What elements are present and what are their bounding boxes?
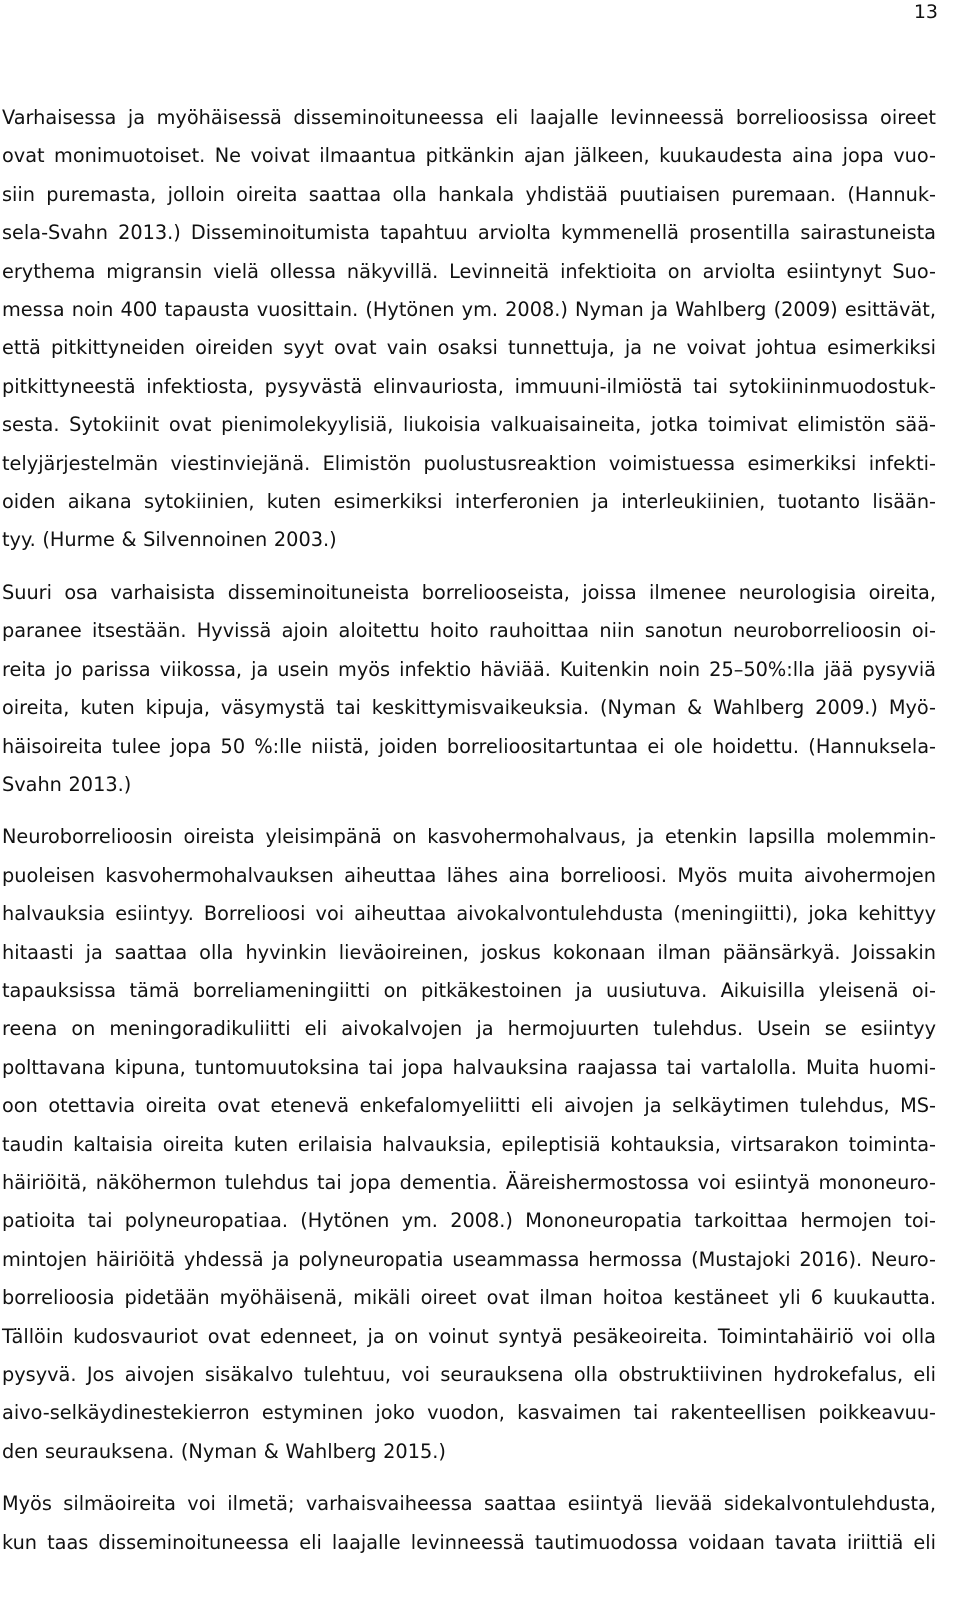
text-line: Suuri osa varhaisista disseminoituneista borreliooseista, joissa ilmenee neurologisia oireita,	[2, 580, 936, 604]
paragraph-disseminated-symptoms	[2, 99, 936, 560]
text-line: patioita tai polyneuropatiaa. (Hytönen ym. 2008.) Mononeuropatia tarkoittaa hermojen toi-	[2, 1209, 936, 1233]
text-line: Myös silmäoireita voi ilmetä; varhaisvaiheessa saattaa esiintyä lievää sidekalvontulehdusta,	[2, 1492, 936, 1516]
text-line: erythema migransin vielä ollessa näkyvillä. Levinneitä infektioita on arviolta esiintynyt Suo-	[2, 259, 936, 283]
text-line: pysyvä. Jos aivojen sisäkalvo tulehtuu, voi seurauksena olla obstruktiivinen hydrokefalus, eli	[2, 1363, 936, 1386]
text-line: hitaasti ja saattaa olla hyvinkin lieväoireinen, joskus kokonaan ilman päänsärkyä. Joissakin	[2, 940, 936, 964]
text-line: oon otettavia oireita ovat etenevä enkefalomyeliitti eli aivojen ja selkäytimen tulehdus, MS-	[2, 1094, 936, 1118]
text-line: oiden aikana sytokiinien, kuten esimerkiksi interferonien ja interleukiinien, tuotanto lisään-	[2, 490, 936, 514]
paragraph-neurological-outcomes	[2, 574, 936, 804]
text-line: oireita, kuten kipuja, väsymystä tai keskittymisvaikeuksia. (Nyman & Wahlberg 2009.) Myö-	[2, 696, 936, 720]
text-line: sesta. Sytokiinit ovat pienimolekyylisiä, liukoisia valkuaisaineita, jotka toimivat elimistön sää-	[2, 413, 936, 437]
text-line: puoleisen kasvohermohalvauksen aiheuttaa lähes aina borrelioosi. Myös muita aivohermojen	[2, 863, 936, 887]
text-line: Svahn 2013.)	[2, 772, 132, 796]
text-line: telyjärjestelmän viestinviejänä. Elimistön puolustusreaktion voimistuessa esimerkiksi infekti-	[2, 451, 936, 475]
text-line: paranee itsestään. Hyvissä ajoin aloitettu hoito rauhoittaa niin sanotun neuroborrelioosin oi-	[2, 619, 936, 643]
paragraph-eye-symptoms	[2, 1485, 936, 1562]
text-line: että pitkittyneiden oireiden syyt ovat vain osaksi tunnettuja, ja ne voivat johtua esimerkiksi	[2, 336, 936, 360]
text-line: Neuroborrelioosin oireista yleisimpänä on kasvohermohalvaus, ja etenkin lapsilla molemmin-	[2, 825, 936, 849]
text-line: kun taas disseminoituneessa eli laajalle levinneessä tautimuodossa voidaan tavata iriittiä eli	[2, 1530, 936, 1554]
text-line: sela-Svahn 2013.) Disseminoitumista tapahtuu arviolta kymmenellä prosentilla sairastuneista	[2, 221, 936, 245]
text-line: borrelioosia pidetään myöhäisenä, mikäli oireet ovat ilman hoitoa kestäneet yli 6 kuukautta.	[2, 1286, 936, 1310]
paragraph-neuroborreliosis	[2, 818, 936, 1471]
text-line: mintojen häiriöitä yhdessä ja polyneuropatia useammassa hermossa (Mustajoki 2016). Neuro-	[2, 1247, 936, 1271]
text-line: häisoireita tulee jopa 50 %:lle niistä, joiden borrelioositartuntaa ei ole hoidettu. (Hannuksela-	[2, 734, 936, 758]
text-line: tyy. (Hurme & Silvennoinen 2003.)	[2, 528, 337, 552]
text-line: messa noin 400 tapausta vuosittain. (Hytönen ym. 2008.) Nyman ja Wahlberg (2009) esittävät,	[2, 298, 936, 322]
text-line: reita jo parissa viikossa, ja usein myös infektio häviää. Kuitenkin noin 25–50%:lla jää pysyviä	[2, 657, 936, 681]
text-line: polttavana kipuna, tuntomuutoksina tai jopa halvauksina raajassa tai vartalolla. Muita huomi-	[2, 1055, 936, 1079]
text-line: Tällöin kudosvauriot ovat edenneet, ja on voinut syntyä pesäkeoireita. Toimintahäiriö voi olla	[2, 1324, 936, 1348]
text-line: häiriöitä, näköhermon tulehdus tai jopa dementia. Ääreishermostossa voi esiintyä mononeuro-	[2, 1170, 936, 1194]
text-line: siin puremasta, jolloin oireita saattaa olla hankala yhdistää puutiaisen puremaan. (Hannuk-	[2, 182, 936, 206]
page-number: 13	[913, 1, 938, 23]
text-line: tapauksissa tämä borreliameningiitti on pitkäkestoinen ja uusiutuva. Aikuisilla yleisenä oi-	[2, 978, 936, 1002]
text-line: ovat monimuotoiset. Ne voivat ilmaantua pitkänkin ajan jälkeen, kuukaudesta aina jopa vuo-	[2, 144, 936, 168]
text-line: den seurauksena. (Nyman & Wahlberg 2015.)	[2, 1439, 446, 1463]
text-line: reena on meningoradikuliitti eli aivokalvojen ja hermojuurten tulehdus. Usein se esiintyy	[2, 1017, 936, 1041]
text-line: aivo-selkäydinestekierron estyminen joko vuodon, kasvaimen tai rakenteellisen poikkeavuu-	[2, 1401, 936, 1425]
text-line: halvauksia esiintyy. Borrelioosi voi aiheuttaa aivokalvontulehdusta (meningiitti), joka kehittyy	[2, 902, 936, 926]
text-line: taudin kaltaisia oireita kuten erilaisia halvauksia, epileptisiä kohtauksia, virtsarakon toiminta-	[2, 1132, 936, 1156]
text-line: pitkittyneestä infektiosta, pysyvästä elinvauriosta, immuuni-ilmiöstä tai sytokiininmuodostuk-	[2, 374, 936, 398]
text-line: Varhaisessa ja myöhäisessä disseminoituneessa eli laajalle levinneessä borrelioosissa oireet	[2, 106, 936, 129]
document-body	[2, 99, 936, 1562]
